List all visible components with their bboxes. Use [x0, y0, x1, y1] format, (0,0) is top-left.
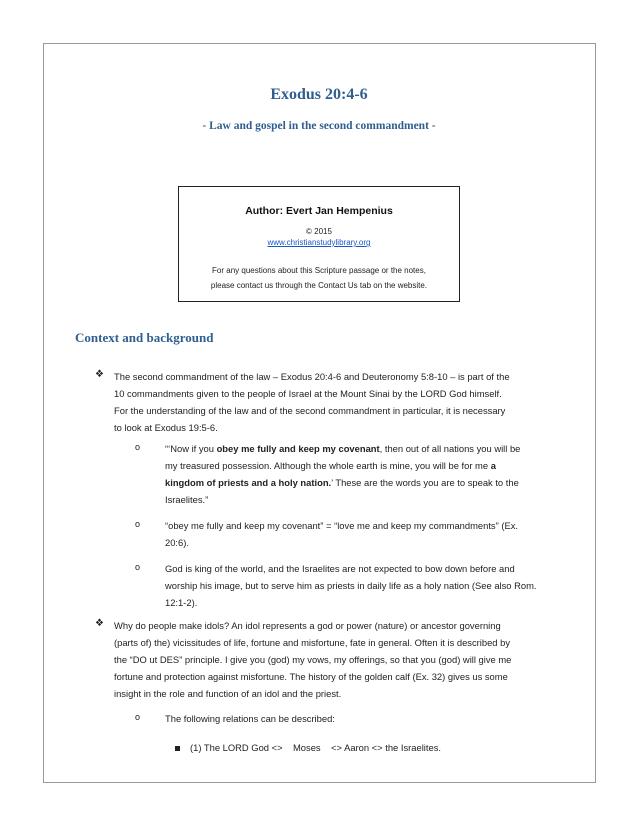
- contact-line: please contact us through the Contact Us tab on the website.: [210, 281, 428, 290]
- text-line: The second commandment of the law – Exodus 20:4-6 and Deuteronomy 5:8-10 – is part of the: [114, 371, 510, 382]
- bullet-paragraph: [114, 368, 510, 436]
- tertiary-bullet-paragraph: [190, 739, 441, 756]
- text-line: kingdom of priests and a holy nation.’ These are the words you are to speak to the: [165, 477, 519, 488]
- author-box: [178, 186, 460, 302]
- text-line: to look at Exodus 19:5-6.: [114, 422, 218, 433]
- circle-bullet-icon: o: [135, 519, 141, 529]
- text-line: insight in the role and function of an idol and the priest.: [114, 688, 342, 699]
- bullet-paragraph: [114, 617, 511, 702]
- diamond-bullet-icon: ❖: [95, 369, 104, 380]
- text-line: 12:1-2).: [165, 597, 198, 608]
- text-line: the “DO ut DES” principle. I give you (god) my vows, my offerings, so that you (god) will give me: [114, 654, 512, 665]
- contact-note: [179, 263, 459, 293]
- contact-line: For any questions about this Scripture passage or the notes,: [212, 266, 426, 275]
- text-line: worship his image, but to serve him as priests in daily life as a holy nation (See also Rom.: [165, 580, 537, 591]
- text-line: my treasured possession. Although the whole earth is mine, you will be for me a: [165, 460, 496, 471]
- text-line: (parts of) the) vicissitudes of life, fortune and misfortune, fate in general. Often it is described by: [114, 637, 511, 648]
- document-title: Exodus 20:4-6: [270, 86, 368, 103]
- text-line: “‘Now if you obey me fully and keep my covenant, then out of all nations you will be: [165, 443, 521, 454]
- square-bullet-icon: [175, 746, 180, 751]
- sub-bullet-paragraph: [165, 440, 520, 508]
- text-line: Israelites.”: [165, 494, 209, 505]
- section-heading: Context and background: [75, 330, 214, 345]
- author-line: Author: Evert Jan Hempenius: [245, 205, 393, 217]
- text-line: God is king of the world, and the Israelites are not expected to bow down before and: [165, 563, 515, 574]
- text-line: “obey me fully and keep my covenant” = “love me and keep my commandments” (Ex.: [165, 520, 519, 531]
- text-line: The following relations can be described:: [165, 713, 335, 724]
- text-line: fortune and protection against misfortune. The history of the golden calf (Ex. 32) gives us some: [114, 671, 508, 682]
- sub-bullet-paragraph: [165, 517, 518, 551]
- sub-bullet-paragraph: [165, 560, 537, 611]
- circle-bullet-icon: o: [135, 712, 141, 722]
- copyright-line: © 2015: [306, 227, 332, 236]
- document-subtitle: - Law and gospel in the second commandment -: [202, 120, 436, 132]
- diamond-bullet-icon: ❖: [95, 618, 104, 629]
- text-line: 20:6).: [165, 537, 189, 548]
- circle-bullet-icon: o: [135, 562, 141, 572]
- text-line: Why do people make idols? An idol represents a god or power (nature) or ancestor governing: [114, 620, 501, 631]
- text-line: (1) The LORD God <> Moses <> Aaron <> the Israelites.: [190, 742, 441, 753]
- sub-bullet-paragraph: [165, 710, 335, 727]
- circle-bullet-icon: o: [135, 442, 141, 452]
- website-link[interactable]: www.christianstudylibrary.org: [267, 238, 371, 247]
- text-line: For the understanding of the law and of the second commandment in particular, it is necessary: [114, 405, 506, 416]
- text-line: 10 commandments given to the people of Israel at the Mount Sinai by the LORD God himself.: [114, 388, 502, 399]
